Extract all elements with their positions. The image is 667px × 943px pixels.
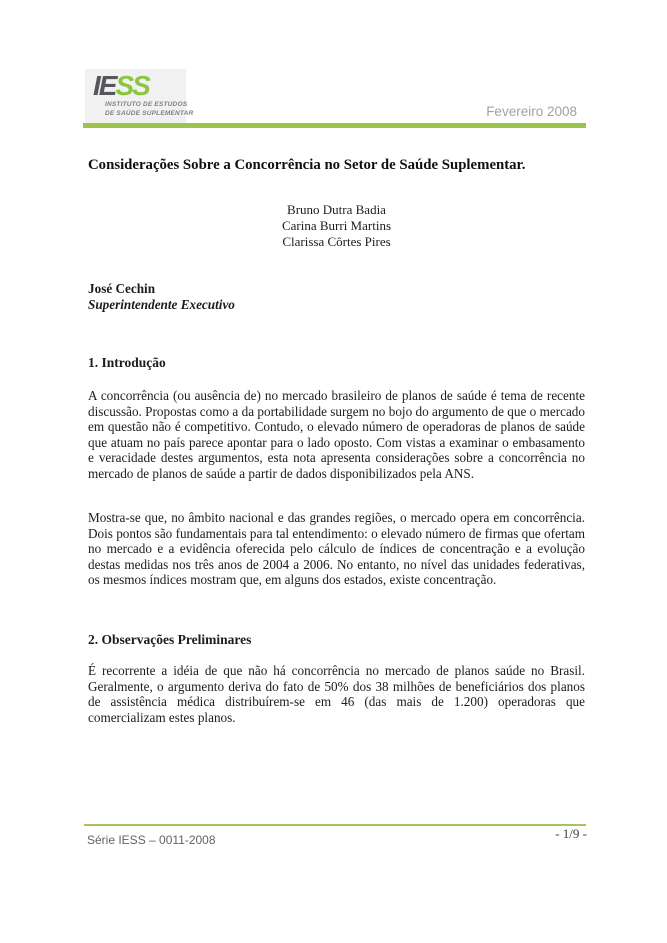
signatory-block <box>88 281 235 313</box>
iess-logo-wordmark <box>93 72 186 100</box>
document-title: Considerações Sobre a Concorrência no Setor de Saúde Suplementar. <box>88 157 526 173</box>
paragraph-introducao-2: Mostra-se que, no âmbito nacional e das grandes regiões, o mercado opera em concorrência. Dois pontos são fundamentais para tal entendimento: o elevado número de firmas que ofertam no mercado e a evidência oferecida pelo cálculo de índices de concentração e a evolução destas medidas nos três anos de 2004 a 2006. No entanto, no nível das unidades federativas, os mesmos índices mostram que, em alguns dos estados, existe concentração. <box>88 510 585 588</box>
author-list <box>88 202 585 249</box>
paragraph-introducao-1: A concorrência (ou ausência de) no mercado brasileiro de planos de saúde é tema de recente discussão. Propostas como a da portabilidade surgem no bojo do argumento de que o mercado em questão não é competitivo. Contudo, o elevado número de operadoras de planos de saúde que atuam no país parece apontar para o lado oposto. Com vistas a examinar o embasamento e veracidade destes argumentos, esta nota apresenta considerações sobre a concorrência no mercado de planos de saúde a partir de dados disponibilizados pela ANS. <box>88 388 585 481</box>
author-name: Clarissa Côrtes Pires <box>282 233 391 249</box>
logo-subtitle-line2: DE SAÚDE SUPLEMENTAR <box>105 110 194 117</box>
header-green-rule <box>83 123 586 128</box>
signatory-role: Superintendente Executivo <box>88 297 235 312</box>
logo-letters-ie: IE <box>93 70 116 101</box>
footer-series-label: Série IESS – 0011-2008 <box>87 833 216 847</box>
author-name: Carina Burri Martins <box>281 217 392 233</box>
section-heading-observacoes: 2. Observações Preliminares <box>88 632 252 647</box>
footer-page-number: - 1/9 - <box>555 826 587 841</box>
footer-green-rule <box>84 824 586 826</box>
section-heading-introducao: 1. Introdução <box>88 355 166 370</box>
logo-subtitle-line1: INSTITUTO DE ESTUDOS <box>105 101 188 108</box>
paragraph-observacoes-1: É recorrente a idéia de que não há concorrência no mercado de planos saúde no Brasil. Geralmente, o argumento deriva do fato de 50% dos 38 milhões de beneficiários dos planos de assistência médica distribuírem-se em 46 (das mais de 1.200) operadoras que comercializam estes planos. <box>88 663 585 725</box>
header-date: Fevereiro 2008 <box>486 104 577 119</box>
signatory-name: José Cechin <box>88 281 156 296</box>
logo-letters-ss: SS <box>115 70 149 101</box>
author-name: Bruno Dutra Badia <box>287 202 386 217</box>
iess-logo <box>85 69 194 123</box>
